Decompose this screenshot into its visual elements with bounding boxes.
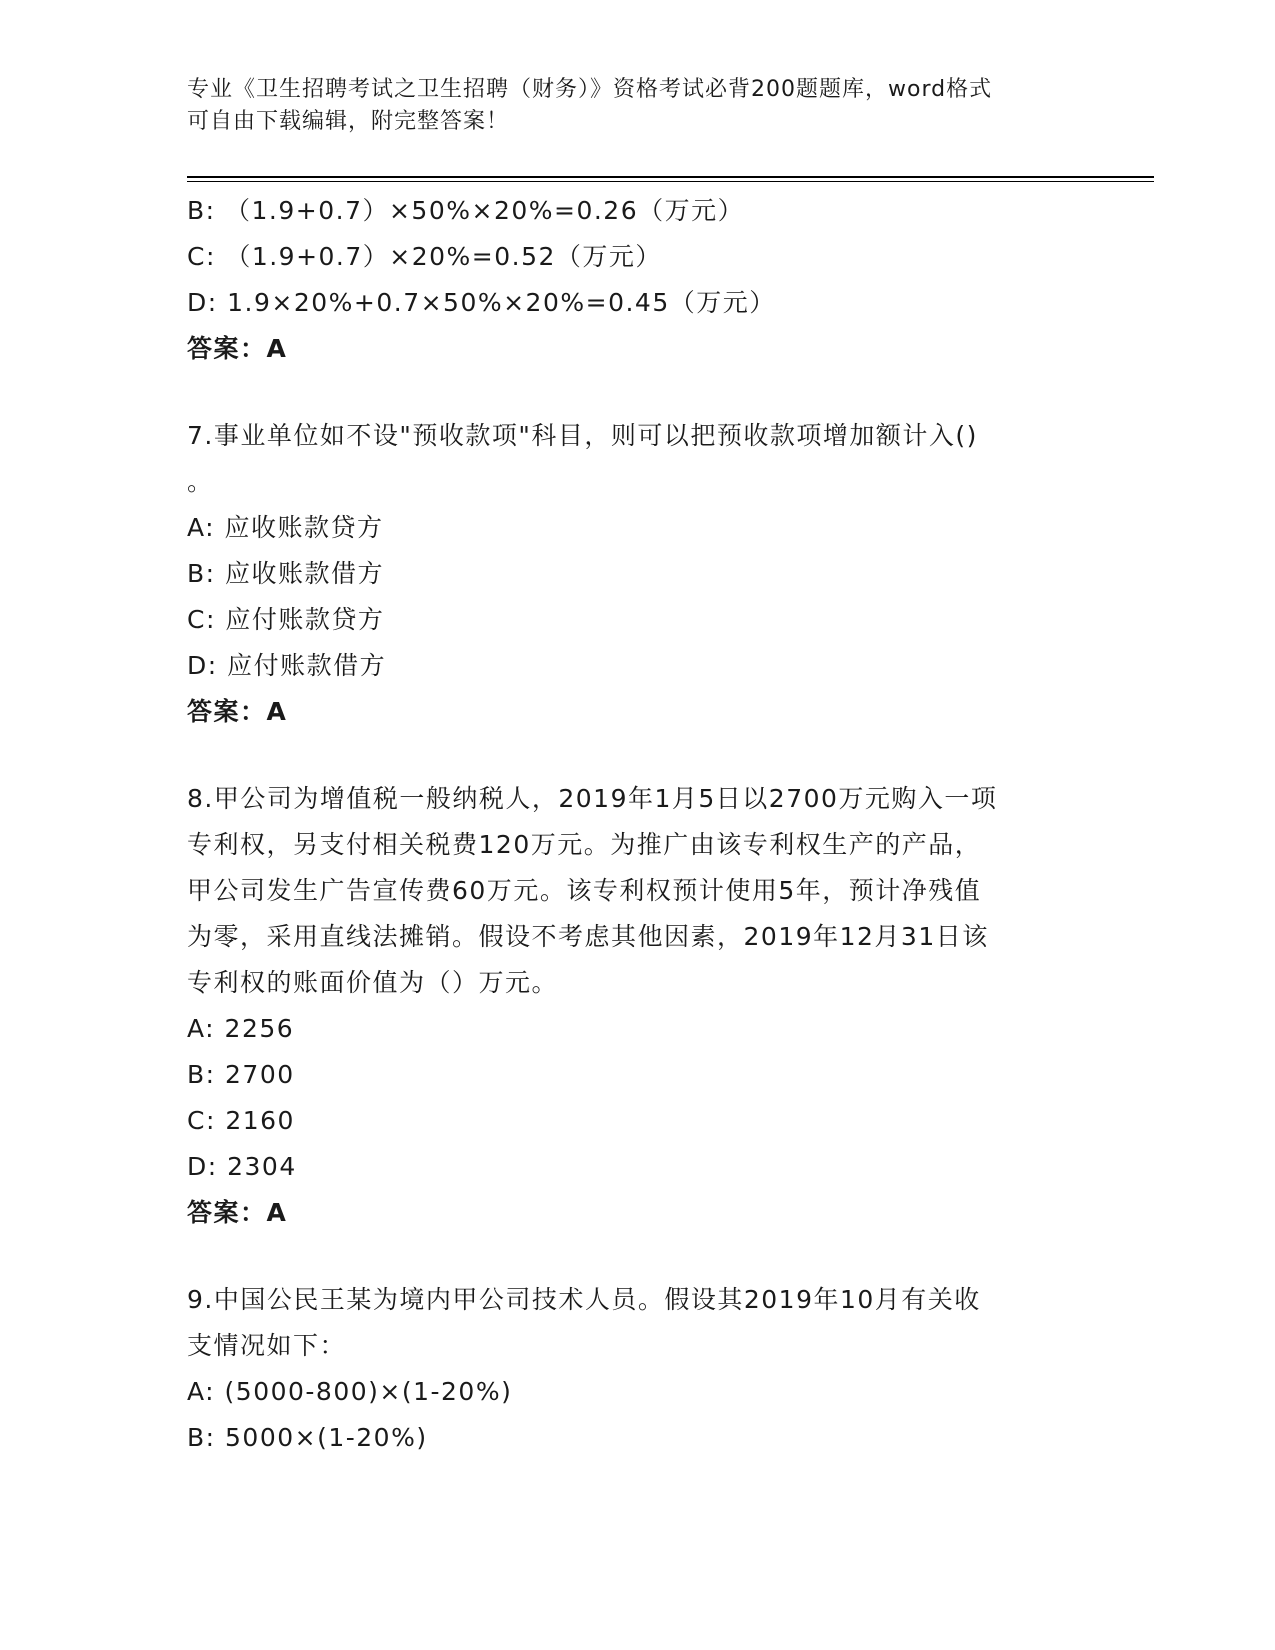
option-b: B: 2700	[187, 1060, 295, 1089]
option-a: A: (5000-800)×(1-20%)	[187, 1377, 513, 1406]
question-line: 为零，采用直线法摊销。假设不考虑其他因素，2019年12月31日该	[187, 922, 989, 951]
option-d: D: 1.9×20%+0.7×50%×20%=0.45（万元）	[187, 288, 776, 317]
option-c: C: 2160	[187, 1106, 295, 1135]
option-c: C: 应付账款贷方	[187, 605, 385, 634]
option-a: A: 2256	[187, 1014, 295, 1043]
question-line: 7.事业单位如不设"预收款项"科目，则可以把预收款项增加额计入()	[187, 421, 978, 450]
header-line-1: 专业《卫生招聘考试之卫生招聘（财务）》资格考试必背200题题库，word格式	[187, 77, 993, 102]
question-line: 9.中国公民王某为境内甲公司技术人员。假设其2019年10月有关收	[187, 1285, 981, 1314]
question-line: 8.甲公司为增值税一般纳税人，2019年1月5日以2700万元购入一项	[187, 784, 998, 813]
question-line: 甲公司发生广告宣传费60万元。该专利权预计使用5年，预计净残值	[187, 876, 982, 905]
answer: 答案：A	[187, 1198, 288, 1227]
option-b: B: 应收账款借方	[187, 559, 385, 588]
question-text	[187, 1277, 1087, 1369]
header-divider-thick	[187, 176, 1154, 178]
option-b: B: 5000×(1-20%)	[187, 1423, 428, 1452]
question-line: 专利权的账面价值为（）万元。	[187, 968, 559, 997]
question-7	[187, 413, 1087, 735]
document-header	[187, 74, 1067, 138]
option-d: D: 应付账款借方	[187, 651, 387, 680]
question-9	[187, 1277, 1087, 1461]
header-line-2: 可自由下载编辑，附完整答案！	[187, 109, 510, 134]
question-prev	[187, 188, 1087, 372]
question-line: 支情况如下：	[187, 1331, 347, 1360]
header-divider-thin	[187, 181, 1154, 182]
question-8	[187, 776, 1087, 1236]
question-line: 。	[187, 467, 214, 496]
option-b: B: （1.9+0.7）×50%×20%=0.26（万元）	[187, 196, 745, 225]
option-c: C: （1.9+0.7）×20%=0.52（万元）	[187, 242, 662, 271]
answer: 答案：A	[187, 697, 288, 726]
answer: 答案：A	[187, 334, 288, 363]
option-d: D: 2304	[187, 1152, 297, 1181]
question-line: 专利权，另支付相关税费120万元。为推广由该专利权生产的产品，	[187, 830, 982, 859]
question-text	[187, 776, 1087, 1006]
option-a: A: 应收账款贷方	[187, 513, 384, 542]
question-list	[187, 188, 1087, 1461]
question-text	[187, 413, 1087, 505]
